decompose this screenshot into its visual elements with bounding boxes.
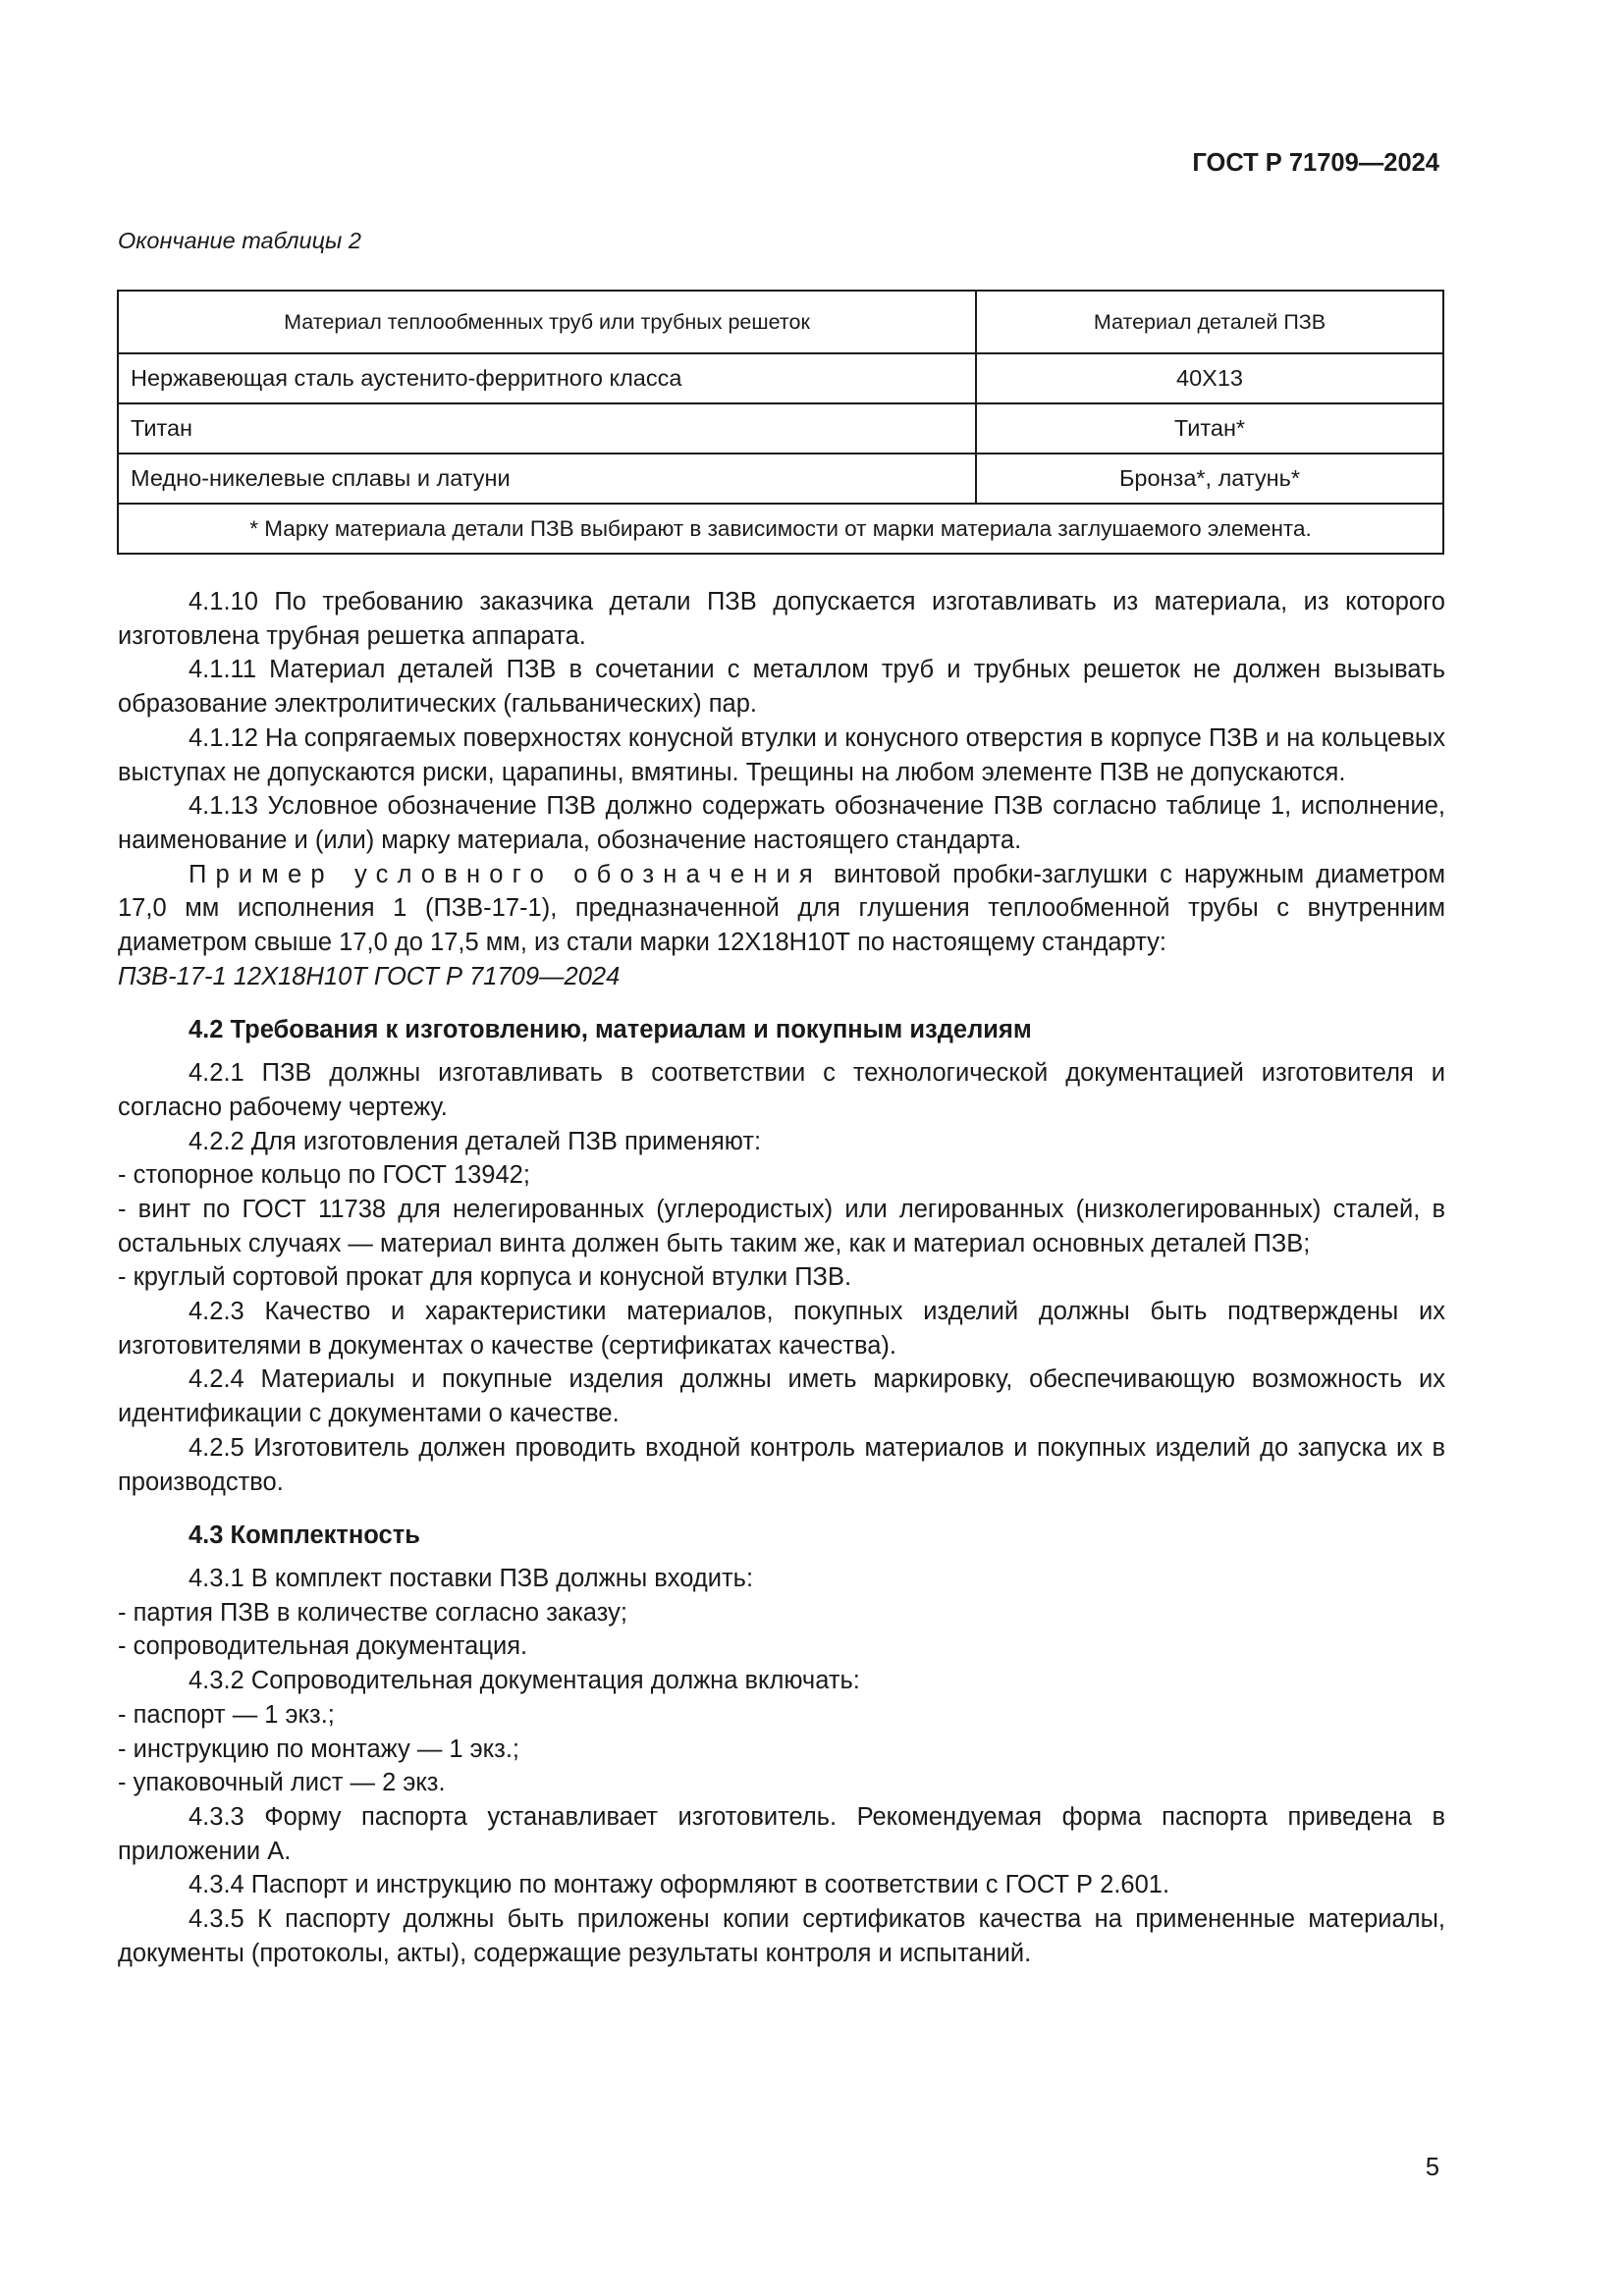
list-item: - винт по ГОСТ 11738 для нелегированных (углеродистых) или легированных (низколегированных) сталей, в остальных случаях — материал винта должен быть таким же, как и материал основных деталей ПЗВ; <box>118 1195 1445 1257</box>
table-row <box>118 403 1443 454</box>
table-cell: Титан <box>118 403 976 454</box>
document-body <box>118 585 1445 1970</box>
paragraph-4-1-13: 4.1.13 Условное обозначение ПЗВ должно содержать обозначение ПЗВ согласно таблице 1, исполнение, наименование и (или) марку материала, обозначение настоящего стандарта. <box>118 792 1445 854</box>
example-text: винтовой пробки-заглушки с наружным диаметром 17,0 мм исполнения 1 (ПЗВ-17-1), предназначенной для глушения теплообменной трубы с внутренним диаметром свыше 17,0 до 17,5 мм, из стали марки 12Х18Н10Т по настоящему стандарту: <box>118 860 1445 957</box>
page-number: 5 <box>1425 2154 1439 2181</box>
table-cell: 40Х13 <box>976 353 1443 403</box>
table-header-cell: Материал деталей ПЗВ <box>976 291 1443 353</box>
paragraph-4-2-5: 4.2.5 Изготовитель должен проводить входной контроль материалов и покупных изделий до запуска их в производство. <box>118 1433 1445 1496</box>
list-item: - сопроводительная документация. <box>118 1632 528 1661</box>
paragraph-4-2-1: 4.2.1 ПЗВ должны изготавливать в соответствии с технологической документацией изготовителя и согласно рабочему чертежу. <box>118 1059 1445 1121</box>
table-cell: Бронза*, латунь* <box>976 454 1443 504</box>
table-cell: Титан* <box>976 403 1443 454</box>
paragraph-4-1-10: 4.1.10 По требованию заказчика детали ПЗВ допускается изготавливать из материала, из которого изготовлена трубная решетка аппарата. <box>118 588 1445 650</box>
example-label: Пример условного обозначения <box>189 860 822 888</box>
paragraph-4-2-3: 4.2.3 Качество и характеристики материалов, покупных изделий должны быть подтверждены их изготовителями в документах о качестве (сертификатах качества). <box>118 1298 1445 1360</box>
table-header-cell: Материал теплообменных труб или трубных решеток <box>118 291 976 353</box>
paragraph-4-3-3: 4.3.3 Форму паспорта устанавливает изготовитель. Рекомендуемая форма паспорта приведена в приложении А. <box>118 1802 1445 1865</box>
table-footnote: * Марку материала детали ПЗВ выбирают в зависимости от марки материала заглушаемого элемента. <box>118 504 1443 554</box>
paragraph-4-2-4: 4.2.4 Материалы и покупные изделия должны иметь маркировку, обеспечивающую возможность их идентификации с документами о качестве. <box>118 1365 1445 1428</box>
table-header-row <box>118 291 1443 353</box>
paragraph-4-3-4: 4.3.4 Паспорт и инструкцию по монтажу оформляют в соответствии с ГОСТ Р 2.601. <box>189 1871 1170 1899</box>
section-heading-4-3: 4.3 Комплектность <box>189 1522 420 1550</box>
paragraph-4-2-2: 4.2.2 Для изготовления деталей ПЗВ применяют: <box>189 1127 762 1155</box>
table-row <box>118 353 1443 403</box>
document-header: ГОСТ Р 71709—2024 <box>1192 149 1439 177</box>
list-item: - паспорт — 1 экз.; <box>118 1700 335 1729</box>
list-item: - круглый сортовой прокат для корпуса и конусной втулки ПЗВ. <box>118 1263 852 1292</box>
table-footnote-row <box>118 504 1443 554</box>
list-item: - упаковочный лист — 2 экз. <box>118 1769 446 1797</box>
paragraph-4-3-1: 4.3.1 В комплект поставки ПЗВ должны входить: <box>189 1564 754 1592</box>
paragraph-4-1-11: 4.1.11 Материал деталей ПЗВ в сочетании с металлом труб и трубных решеток не должен вызывать образование электролитических (гальванических) пар. <box>118 656 1445 719</box>
list-item: - инструкцию по монтажу — 1 экз.; <box>118 1735 519 1763</box>
example-designation: ПЗВ-17-1 12Х18Н10Т ГОСТ Р 71709—2024 <box>118 962 621 990</box>
table-row <box>118 454 1443 504</box>
list-item: - стопорное кольцо по ГОСТ 13942; <box>118 1161 530 1190</box>
table-caption: Окончание таблицы 2 <box>118 228 361 253</box>
table-cell: Медно-никелевые сплавы и латуни <box>118 454 976 504</box>
section-heading-4-2: 4.2 Требования к изготовлению, материалам и покупным изделиям <box>189 1016 1032 1044</box>
table-cell: Нержавеющая сталь аустенито-ферритного класса <box>118 353 976 403</box>
example-paragraph <box>118 858 1445 960</box>
materials-table <box>117 290 1444 555</box>
paragraph-4-1-12: 4.1.12 На сопрягаемых поверхностях конусной втулки и конусного отверстия в корпусе ПЗВ и на кольцевых выступах не допускаются риски, царапины, вмятины. Трещины на любом элементе ПЗВ не допускаются. <box>118 723 1445 786</box>
list-item: - партия ПЗВ в количестве согласно заказу; <box>118 1598 627 1627</box>
paragraph-4-3-2: 4.3.2 Сопроводительная документация должна включать: <box>189 1667 860 1695</box>
paragraph-4-3-5: 4.3.5 К паспорту должны быть приложены копии сертификатов качества на примененные материалы, документы (протоколы, акты), содержащие результаты контроля и испытаний. <box>118 1905 1445 1967</box>
